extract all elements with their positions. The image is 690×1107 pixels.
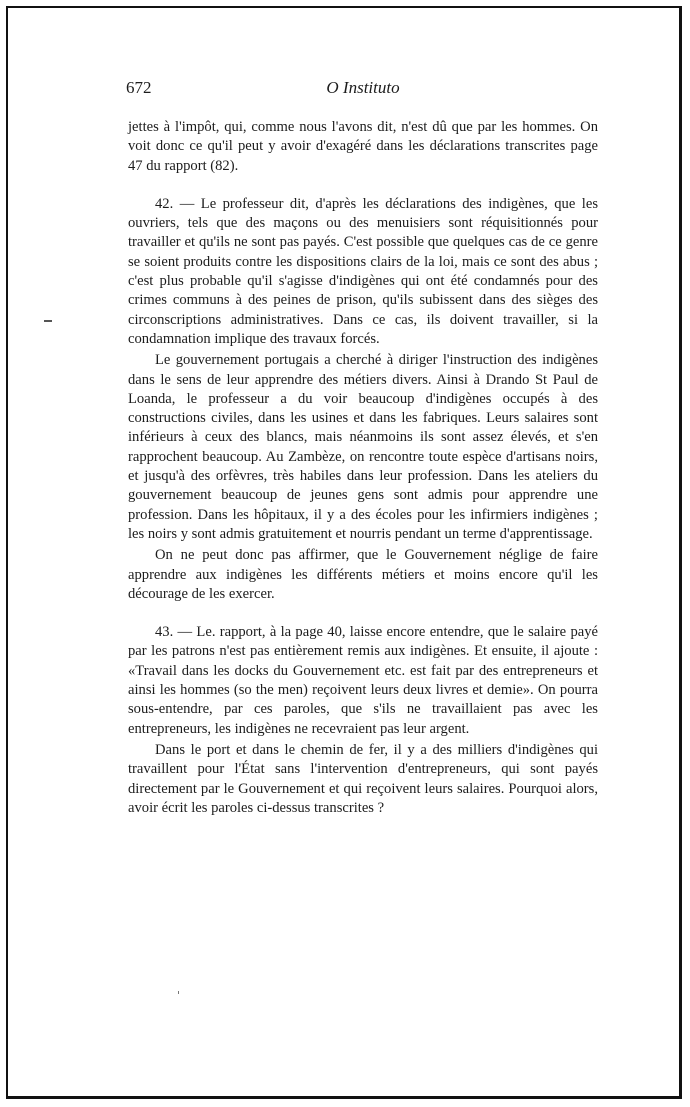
paragraph-instruction: Le gouvernement portugais a cherché à diriger l'instruction des indigènes dans le sens de leur apprendre des métiers divers. Ainsi à Drando St Paul de Loanda, le professeur a du voir beaucoup d'indigènes occupés à des constructions civiles, dans les usines et dans les fabriques. Leurs salaires sont inférieurs à ceux des blancs, mais néanmoins ils sont assez élevés, et s'en rapprochent beaucoup. Au Zambèze, on rencontre toute espèce d'artisans noirs, et jusqu'à des orfèvres, très habiles dans leur profession. Dans les ateliers du gouvernement beaucoup de jeunes gens sont admis pour apprendre une profession. Dans les hôpitaux, il y a des écoles pour les infirmiers indigènes ; les noirs y sont admis gratuitement et nourris pendant un terme d'apprentissage. — [128, 352, 598, 542]
margin-mark — [44, 320, 52, 322]
paragraph-conclusion: On ne peut donc pas affirmer, que le Gouvernement néglige de faire apprendre aux indigènes les différents métiers et moins encore qu'il les décourage de les exercer. — [128, 547, 598, 602]
paragraph-section-42: 42. — Le professeur dit, d'après les déclarations des indigènes, que les ouvriers, tels que des maçons ou des menuisiers sont réquisitionnés pour travailler et qu'ils ne sont pas payés. C'est possible que quelques cas de ce genre se soient produits contre les dispositions clairs de la loi, mais ce sont des abus ; c'est plus probable qu'il s'agisse d'indigènes qui ont été condamnés pour des crimes communs à des peines de prison, qu'ils subissent dans des sièges des circonscriptions administratives. Dans ce cas, ils doivent travailler, si la condamnation implique des travaux forcés. — [128, 195, 598, 347]
paragraph-port: Dans le port et dans le chemin de fer, il y a des milliers d'indigènes qui travaillent pour l'État sans l'intervention d'entrepreneurs, qui sont payés directement par le Gouvernement et qui reçoivent leurs salaires. Pourquoi alors, avoir écrit les paroles ci-dessus transcrites ? — [128, 741, 598, 816]
running-title: O Instituto — [326, 78, 400, 97]
paragraph-section-43: 43. — Le. rapport, à la page 40, laisse encore entendre, que le salaire payé par les patrons n'est pas entièrement remis aux indigènes. Et ensuite, il ajoute : «Travail dans les docks du Gouvernement etc. est fait par des entrepreneurs et ainsi les hommes (so the men) reçoivent leurs deux livres et demie». On pourra sous-entendre, par ces paroles, que s'ils ne travaillaient pas avec les entrepreneurs, les indigènes ne recevraient pas leur argent. — [128, 624, 598, 737]
document-page — [128, 78, 598, 818]
paragraph-continuation: jettes à l'impôt, qui, comme nous l'avons dit, n'est dû que par les hommes. On voit donc ce qu'il peut y avoir d'exagéré dans les déclarations transcrites page 47 du rapport (82). — [128, 119, 598, 174]
ink-speck — [178, 991, 179, 994]
running-header — [128, 78, 598, 102]
page-number: 672 — [126, 78, 152, 97]
